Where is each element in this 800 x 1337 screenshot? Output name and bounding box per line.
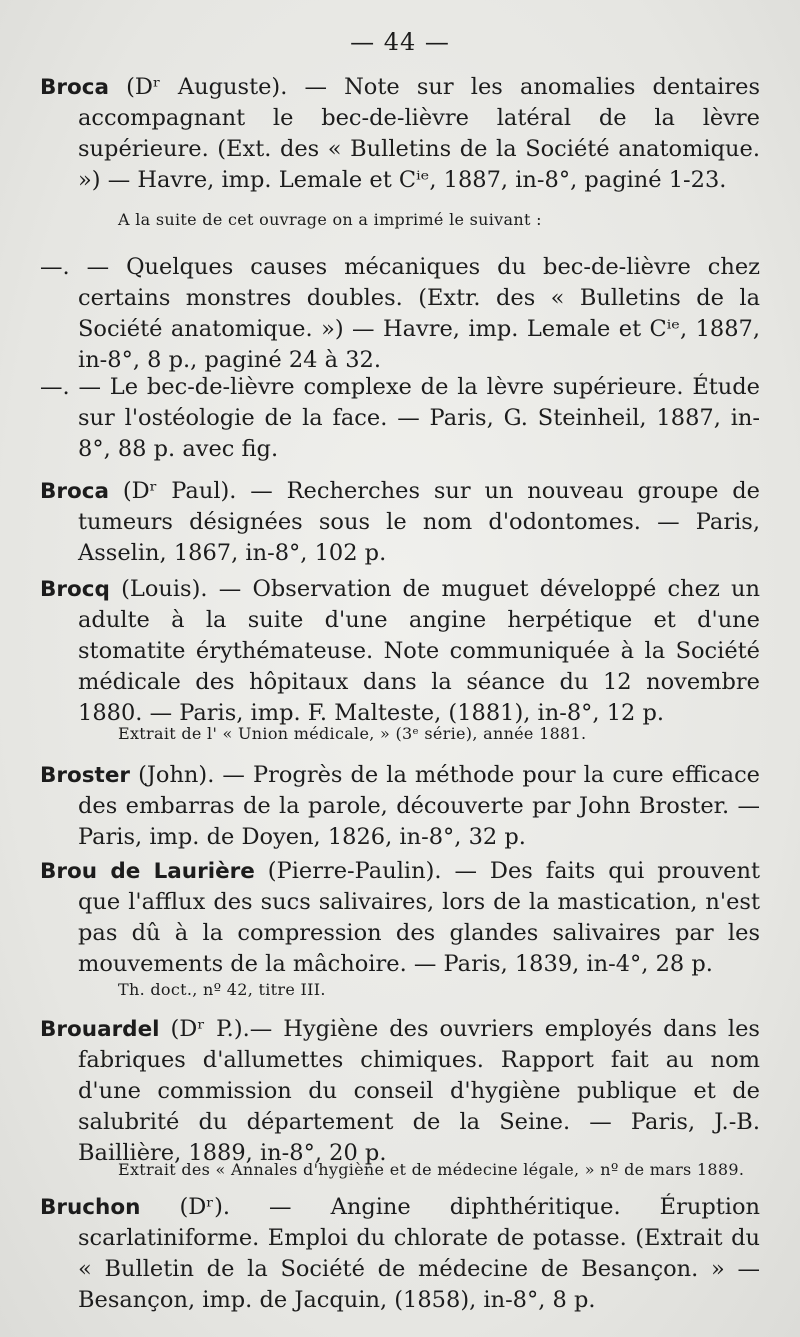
entry-text: — Recherches sur un nouveau groupe de tumeurs désignées sous le nom d'odontomes. — Paris, Asselin, 1867, in-8°, 102 p. [78, 478, 760, 566]
author-detail: (John). [138, 762, 215, 788]
bibliography-entry [40, 760, 760, 853]
entry-text: — Note sur les anomalies dentaires accompagnant le bec-de-lièvre latéral de la lèvre supérieure. (Ext. des « Bulletins de la Société anatomique. ») — Havre, imp. Lemale et Cⁱᵉ, 1887, in-8°, paginé 1-23. [78, 74, 761, 193]
bibliography-entry [40, 1192, 760, 1316]
author-name: Broster [40, 763, 131, 788]
entry-note: Extrait de l' « Union médicale, » (3ᵉ série), année 1881. [118, 724, 587, 743]
entry-note: Extrait des « Annales d'hygiène et de médecine légale, » nº de mars 1889. [118, 1160, 745, 1179]
author-name: Brou de Laurière [40, 859, 255, 884]
bibliography-entry [40, 72, 760, 196]
entry-note: A la suite de cet ouvrage on a imprimé le suivant : [118, 210, 542, 229]
bibliography-entry [40, 252, 760, 376]
author-detail: (Dʳ P.). [170, 1016, 250, 1042]
page-number: — 44 — [350, 28, 450, 56]
entry-text: — Hygiène des ouvriers employés dans les fabriques d'allumettes chimiques. Rapport fait au nom d'une commission du conseil d'hygiène publique et de salubrité du département de la Seine. — Paris, J.-B. Baillière, 1889, in-8°, 20 p. [78, 1016, 760, 1166]
entry-note: Th. doct., nº 42, titre III. [118, 980, 326, 999]
author-name: Brocq [40, 577, 110, 602]
author-name: Brouardel [40, 1017, 160, 1042]
entry-text: —. — Quelques causes mécaniques du bec-de-lièvre chez certains monstres doubles. (Extr. des « Bulletins de la Société anatomique. ») — Havre, imp. Lemale et Cⁱᵉ, 1887, in-8°, 8 p., paginé 24 à 32. [40, 254, 760, 373]
entry-text: — Observation de muguet développé chez un adulte à la suite d'une angine herpétique et d'une stomatite érythémateuse. Note communiquée à la Société médicale des hôpitaux dans la séance du 12 novembre 1880. — Paris, imp. F. Malteste, (1881), in-8°, 12 p. [78, 576, 760, 726]
author-detail: (Dʳ Auguste). [126, 74, 288, 100]
bibliography-entry [40, 856, 760, 980]
bibliography-entry [40, 574, 760, 729]
entry-text: — Progrès de la méthode pour la cure efficace des embarras de la parole, découverte par John Broster. — Paris, imp. de Doyen, 1826, in-8°, 32 p. [78, 762, 760, 850]
entry-text: — Angine diphthéritique. Éruption scarlatiniforme. Emploi du chlorate de potasse. (Extrait du « Bulletin de la Société de médecine de Besançon. » — Besançon, imp. de Jacquin, (1858), in-8°, 8 p. [78, 1194, 761, 1313]
bibliography-entry [40, 476, 760, 569]
author-name: Broca [40, 75, 110, 100]
author-detail: (Dʳ). [179, 1194, 231, 1220]
author-detail: (Pierre-Paulin). [267, 858, 442, 884]
bibliography-entry [40, 1014, 760, 1169]
author-name: Bruchon [40, 1195, 141, 1220]
entry-text: — Des faits qui prouvent que l'afflux des sucs salivaires, lors de la mastication, n'est pas dû à la compression des glandes salivaires par les mouvements de la mâchoire. — Paris, 1839, in-4°, 28 p. [78, 858, 760, 977]
entry-text: —. — Le bec-de-lièvre complexe de la lèvre supérieure. Étude sur l'ostéologie de la face. — Paris, G. Steinheil, 1887, in-8°, 88 p. avec fig. [40, 374, 760, 462]
bibliography-entry [40, 372, 760, 465]
author-detail: (Louis). [121, 576, 208, 602]
author-detail: (Dʳ Paul). [122, 478, 237, 504]
author-name: Broca [40, 479, 110, 504]
